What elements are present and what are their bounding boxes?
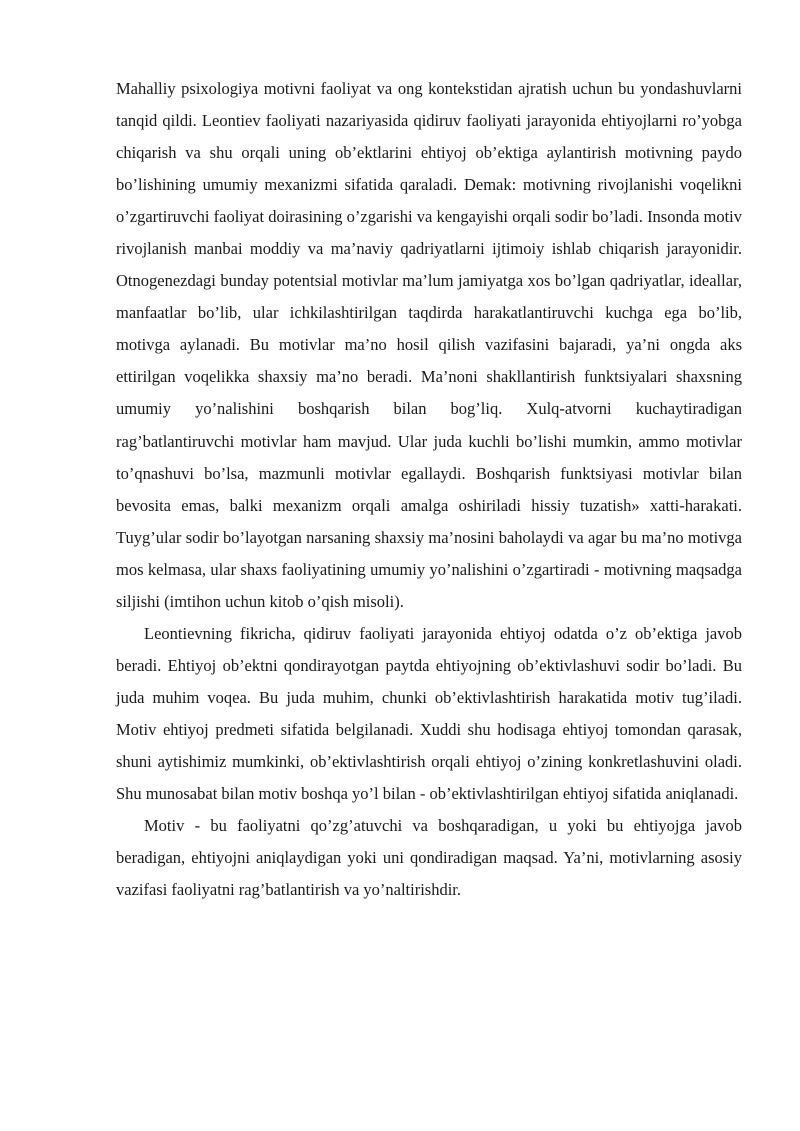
paragraph-1: Mahalliy psixologiya motivni faoliyat va ong kontekstidan ajratish uchun bu yondashuvlarni tanqid qildi. Leontiev faoliyati nazariyasida qidiruv faoliyati jarayonida ehtiyojlarni ro’yobga chiqarish va shu orqali uning ob’ektlarini ehtiyoj ob’ektiga aylantirish motivning paydo bo’lishining umumiy mexanizmi sifatida qaraladi. Demak: motivning rivojlanishi voqelikni o’zgartiruvchi faoliyat doirasining o’zgarishi va kengayishi orqali sodir bo’ladi. Insonda motiv rivojlanish manbai moddiy va ma’naviy qadriyatlarni ijtimoiy ishlab chiqarish jarayonidir. Otnogenezdagi bunday potentsial motivlar ma’lum jamiyatga xos bo’lgan qadriyatlar, ideallar, manfaatlar bo’lib, ular ichkilashtirilgan taqdirda harakatlantiruvchi kuchga ega bo’lib, motivga aylanadi. Bu motivlar ma’no hosil qilish vazifasini bajaradi, ya’ni ongda aks ettirilgan voqelikka shaxsiy ma’no beradi. Ma’noni shakllantirish funktsiyalari shaxsning umumiy yo’nalishini boshqarish bilan bog’liq. Xulq-atvorni kuchaytiradigan rag’batlantiruvchi motivlar ham mavjud. Ular juda kuchli bo’lishi mumkin, ammo motivlar to’qnashuvi bo’lsa, mazmunli motivlar egallaydi. Boshqarish funktsiyasi motivlar bilan bevosita emas, balki mexanizm orqali amalga oshiriladi hissiy tuzatish» xatti-harakati. Tuyg’ular sodir bo’layotgan narsaning shaxsiy ma’nosini baholaydi va agar bu ma’no motivga mos kelmasa, ular shaxs faoliyatining umumiy yo’nalishini o’zgartiradi - motivning maqsadga siljishi (imtihon uchun kitob o’qish misoli). <box>116 79 742 611</box>
document-body <box>116 73 742 906</box>
paragraph-2: Leontievning fikricha, qidiruv faoliyati jarayonida ehtiyoj odatda o’z ob’ektiga javob beradi. Ehtiyoj ob’ektni qondirayotgan paytda ehtiyojning ob’ektivlashuvi sodir bo’ladi. Bu juda muhim voqea. Bu juda muhim, chunki ob’ektivlashtirish harakatida motiv tug’iladi. Motiv ehtiyoj predmeti sifatida belgilanadi. Xuddi shu hodisaga ehtiyoj tomondan qarasak, shuni aytishimiz mumkinki, ob’ektivlashtirish orqali ehtiyoj o’zining konkretlashuvini oladi. Shu munosabat bilan motiv boshqa yo’l bilan - ob’ektivlashtirilgan ehtiyoj sifatida aniqlanadi. <box>116 623 742 804</box>
paragraph-3: Motiv - bu faoliyatni qo’zg’atuvchi va boshqaradigan, u yoki bu ehtiyojga javob beradigan, ehtiyojni aniqlaydigan yoki uni qondiradigan maqsad. Ya’ni, motivlarning asosiy vazifasi faoliyatni rag’batlantirish va yo’naltirishdir. <box>116 816 742 900</box>
